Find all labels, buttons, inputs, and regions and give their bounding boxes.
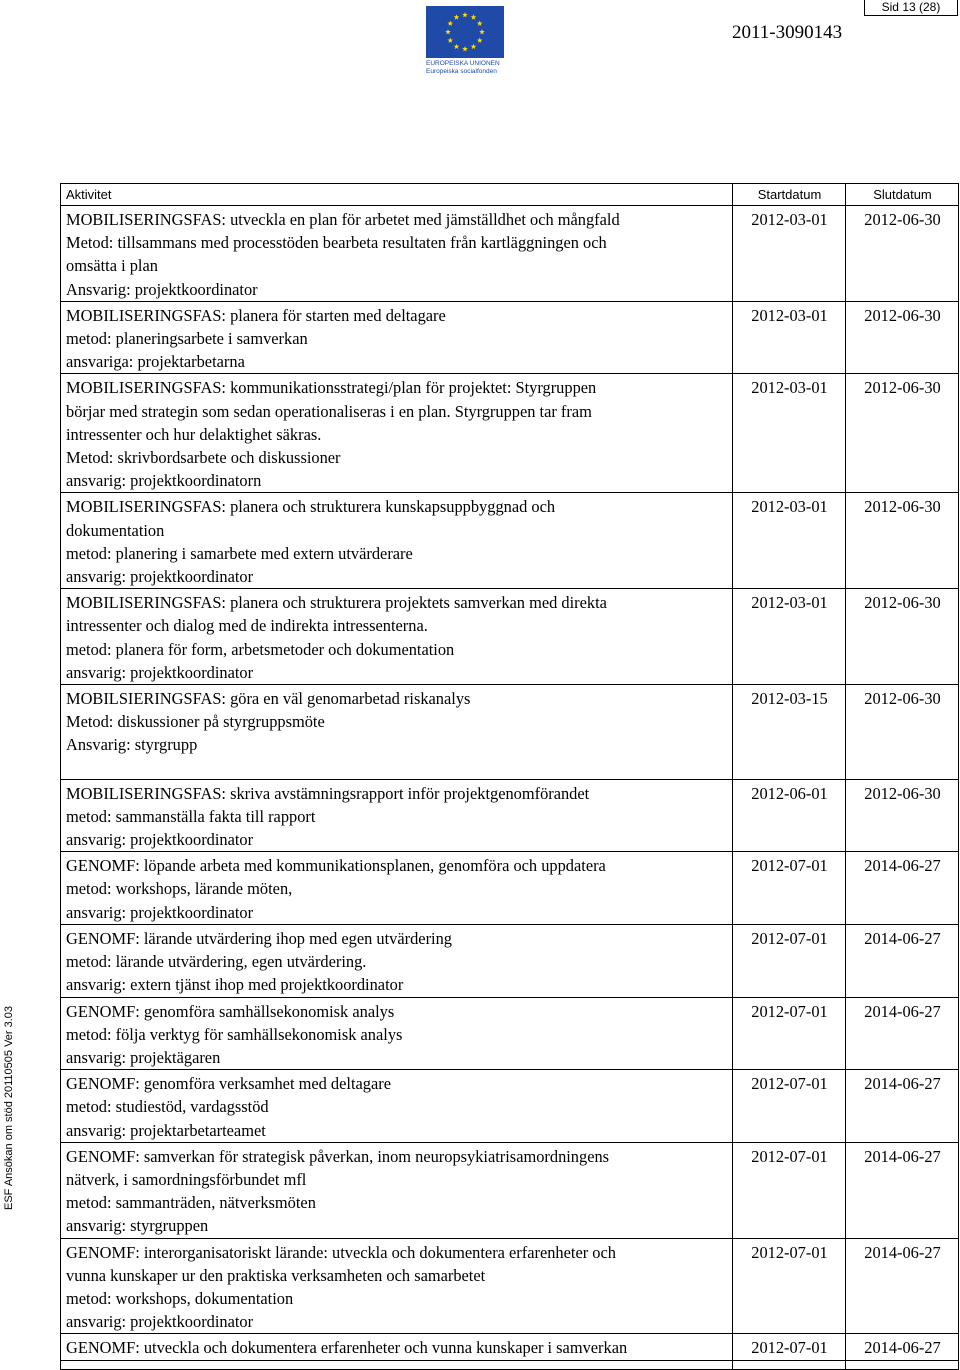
activity-cell bbox=[61, 206, 733, 302]
end-date-cell: 2012-06-30 bbox=[846, 301, 959, 374]
page-number-label: Sid 13 (28) bbox=[864, 0, 958, 16]
table-row bbox=[61, 493, 959, 589]
eu-star-icon bbox=[462, 12, 468, 17]
activity-line: omsätta i plan bbox=[66, 256, 158, 276]
end-date-cell: 2012-06-30 bbox=[846, 374, 959, 493]
start-date-cell: 2012-07-01 bbox=[733, 924, 846, 997]
activity-line: metod: planeringsarbete i samverkan bbox=[66, 329, 308, 349]
table-row bbox=[61, 206, 959, 302]
activity-cell bbox=[61, 374, 733, 493]
activity-line: ansvarig: extern tjänst ihop med projektkoordinator bbox=[66, 975, 404, 995]
column-header-aktivitet: Aktivitet bbox=[61, 184, 733, 206]
activity-line: dokumentation bbox=[66, 520, 165, 540]
activity-cell bbox=[61, 1334, 733, 1360]
side-footer-text: ESF Ansökan om stöd 20110505 Ver 3.03 bbox=[3, 1005, 15, 1210]
end-date-cell: 2014-06-27 bbox=[846, 1238, 959, 1334]
table-row bbox=[61, 1334, 959, 1360]
eu-logo-text bbox=[426, 60, 516, 75]
start-date-cell: 2012-06-01 bbox=[733, 779, 846, 852]
eu-flag-icon bbox=[426, 6, 504, 58]
table-row-empty bbox=[61, 1360, 959, 1369]
eu-logo bbox=[426, 6, 508, 76]
eu-star-icon bbox=[462, 46, 468, 51]
end-date-cell: 2014-06-27 bbox=[846, 924, 959, 997]
activity-line: MOBILISERINGSFAS: kommunikationsstrategi/plan för projektet: Styrgruppen bbox=[66, 378, 597, 398]
activity-line: metod: planering i samarbete med extern utvärderare bbox=[66, 543, 413, 563]
eu-star-icon bbox=[445, 29, 451, 34]
end-date-cell: 2014-06-27 bbox=[846, 1142, 959, 1238]
activity-line: ansvarig: projektkoordinator bbox=[66, 662, 254, 682]
activity-line: ansvarig: projektkoordinatorn bbox=[66, 471, 262, 491]
activity-cell bbox=[61, 1070, 733, 1143]
activity-line: intressenter och hur delaktighet säkras. bbox=[66, 424, 322, 444]
end-date-cell: 2014-06-27 bbox=[846, 1070, 959, 1143]
eu-star-icon bbox=[471, 14, 477, 19]
activity-cell bbox=[61, 493, 733, 589]
start-date-cell: 2012-07-01 bbox=[733, 852, 846, 925]
activity-line: Ansvarig: styrgrupp bbox=[66, 735, 198, 755]
table-row bbox=[61, 997, 959, 1070]
activity-line: GENOMF: utveckla och dokumentera erfarenheter och vunna kunskaper i samverkan bbox=[66, 1338, 628, 1358]
table-row bbox=[61, 685, 959, 780]
activity-line: Ansvarig: projektkoordinator bbox=[66, 279, 258, 299]
eu-star-icon bbox=[477, 21, 483, 26]
activity-line: GENOMF: genomföra samhällsekonomisk analys bbox=[66, 1001, 395, 1021]
activity-cell bbox=[61, 589, 733, 685]
table-row bbox=[61, 301, 959, 374]
eu-stars-icon bbox=[426, 6, 504, 58]
activity-line: MOBILISERINGSFAS: skriva avstämningsrapport inför projektgenomförandet bbox=[66, 783, 590, 803]
activity-line: GENOMF: lärande utvärdering ihop med egen utvärdering bbox=[66, 928, 452, 948]
activity-line: MOBILISERINGSFAS: utveckla en plan för arbetet med jämställdhet och mångfald bbox=[66, 210, 620, 229]
activity-line: GENOMF: samverkan för strategisk påverkan, inom neuropsykiatrisamordningens bbox=[66, 1146, 610, 1166]
start-date-cell: 2012-03-01 bbox=[733, 374, 846, 493]
start-date-cell: 2012-03-01 bbox=[733, 493, 846, 589]
page-header bbox=[0, 0, 960, 75]
start-date-cell: 2012-07-01 bbox=[733, 1070, 846, 1143]
eu-star-icon bbox=[454, 14, 460, 19]
activity-line: ansvarig: styrgruppen bbox=[66, 1216, 209, 1236]
activity-line: Metod: skrivbordsarbete och diskussioner bbox=[66, 448, 341, 468]
end-date-cell: 2014-06-27 bbox=[846, 852, 959, 925]
end-date-cell: 2012-06-30 bbox=[846, 589, 959, 685]
activity-cell bbox=[61, 852, 733, 925]
end-date-cell: 2014-06-27 bbox=[846, 1334, 959, 1360]
start-date-cell: 2012-03-01 bbox=[733, 301, 846, 374]
activity-line: MOBILSIERINGSFAS: göra en väl genomarbetad riskanalys bbox=[66, 689, 471, 709]
empty-cell bbox=[61, 1360, 733, 1369]
eu-star-icon bbox=[471, 44, 477, 49]
activity-line: metod: studiestöd, vardagsstöd bbox=[66, 1097, 269, 1117]
activity-line: ansvarig: projektkoordinator bbox=[66, 567, 254, 587]
table-row bbox=[61, 1070, 959, 1143]
start-date-cell: 2012-07-01 bbox=[733, 997, 846, 1070]
activity-line: metod: sammanträden, nätverksmöten bbox=[66, 1193, 316, 1213]
table-header-row bbox=[61, 184, 959, 206]
activity-line: GENOMF: interorganisatoriskt lärande: utveckla och dokumentera erfarenheter och bbox=[66, 1242, 616, 1262]
activity-line: Metod: diskussioner på styrgruppsmöte bbox=[66, 712, 325, 732]
activity-line: metod: följa verktyg för samhällsekonomisk analys bbox=[66, 1024, 403, 1044]
column-header-startdatum: Startdatum bbox=[733, 184, 846, 206]
activity-line: ansvarig: projektägaren bbox=[66, 1047, 221, 1067]
activity-line: ansvarig: projektkoordinator bbox=[66, 830, 254, 850]
start-date-cell: 2012-03-01 bbox=[733, 206, 846, 302]
activity-line: GENOMF: löpande arbeta med kommunikationsplanen, genomföra och uppdatera bbox=[66, 856, 606, 876]
activity-cell bbox=[61, 924, 733, 997]
activity-line: ansvarig: projektkoordinator bbox=[66, 902, 254, 922]
end-date-cell: 2012-06-30 bbox=[846, 493, 959, 589]
activity-cell bbox=[61, 1142, 733, 1238]
start-date-cell: 2012-07-01 bbox=[733, 1142, 846, 1238]
document-number: 2011-3090143 bbox=[732, 22, 843, 43]
activity-line: vunna kunskaper ur den praktiska verksamheten och samarbetet bbox=[66, 1265, 486, 1285]
end-date-cell: 2012-06-30 bbox=[846, 779, 959, 852]
activity-line: nätverk, i samordningsförbundet mfl bbox=[66, 1169, 307, 1189]
table-row bbox=[61, 779, 959, 852]
table-row bbox=[61, 589, 959, 685]
activity-cell bbox=[61, 1238, 733, 1334]
eu-logo-line1: EUROPEISKA UNIONEN bbox=[426, 60, 500, 67]
eu-logo-line2: Europeiska socialfonden bbox=[426, 67, 497, 75]
eu-star-icon bbox=[477, 38, 483, 43]
start-date-cell: 2012-03-15 bbox=[733, 685, 846, 780]
activity-line: metod: sammanställa fakta till rapport bbox=[66, 806, 316, 826]
eu-star-icon bbox=[447, 21, 453, 26]
empty-cell bbox=[733, 1360, 846, 1369]
table-row bbox=[61, 852, 959, 925]
start-date-cell: 2012-07-01 bbox=[733, 1334, 846, 1360]
activity-line: ansvariga: projektarbetarna bbox=[66, 352, 245, 372]
column-header-slutdatum: Slutdatum bbox=[846, 184, 959, 206]
activity-line: Metod: tillsammans med processtöden bearbeta resultaten från kartläggningen och bbox=[66, 233, 607, 253]
activity-line: metod: lärande utvärdering, egen utvärdering. bbox=[66, 952, 367, 972]
activity-line: MOBILISERINGSFAS: planera och strukturera projektets samverkan med direkta bbox=[66, 593, 607, 613]
activity-cell bbox=[61, 997, 733, 1070]
end-date-cell: 2012-06-30 bbox=[846, 685, 959, 780]
end-date-cell: 2014-06-27 bbox=[846, 997, 959, 1070]
activity-line: metod: workshops, lärande möten, bbox=[66, 879, 293, 899]
activity-table bbox=[60, 183, 958, 1370]
activity-line: metod: workshops, dokumentation bbox=[66, 1288, 294, 1308]
end-date-cell: 2012-06-30 bbox=[846, 206, 959, 302]
activity-cell bbox=[61, 779, 733, 852]
activity-line: ansvarig: projektarbetarteamet bbox=[66, 1120, 266, 1140]
table-row bbox=[61, 1142, 959, 1238]
eu-star-icon bbox=[479, 29, 485, 34]
activity-line: ansvarig: projektkoordinator bbox=[66, 1312, 254, 1332]
eu-star-icon bbox=[447, 38, 453, 43]
table-row bbox=[61, 924, 959, 997]
activity-cell bbox=[61, 685, 733, 780]
empty-cell bbox=[846, 1360, 959, 1369]
table-row bbox=[61, 374, 959, 493]
activity-line: MOBILISERINGSFAS: planera och strukturera kunskapsuppbyggnad och bbox=[66, 497, 556, 517]
activity-line: börjar med strategin som sedan operationaliseras i en plan. Styrgruppen tar fram bbox=[66, 401, 592, 421]
activity-cell bbox=[61, 301, 733, 374]
start-date-cell: 2012-03-01 bbox=[733, 589, 846, 685]
activity-line: intressenter och dialog med de indirekta intressenterna. bbox=[66, 616, 428, 636]
activity-line: GENOMF: genomföra verksamhet med deltagare bbox=[66, 1074, 391, 1094]
start-date-cell: 2012-07-01 bbox=[733, 1238, 846, 1334]
activity-line: MOBILISERINGSFAS: planera för starten med deltagare bbox=[66, 305, 446, 325]
table-row bbox=[61, 1238, 959, 1334]
eu-star-icon bbox=[454, 44, 460, 49]
activity-line: metod: planera för form, arbetsmetoder och dokumentation bbox=[66, 639, 455, 659]
